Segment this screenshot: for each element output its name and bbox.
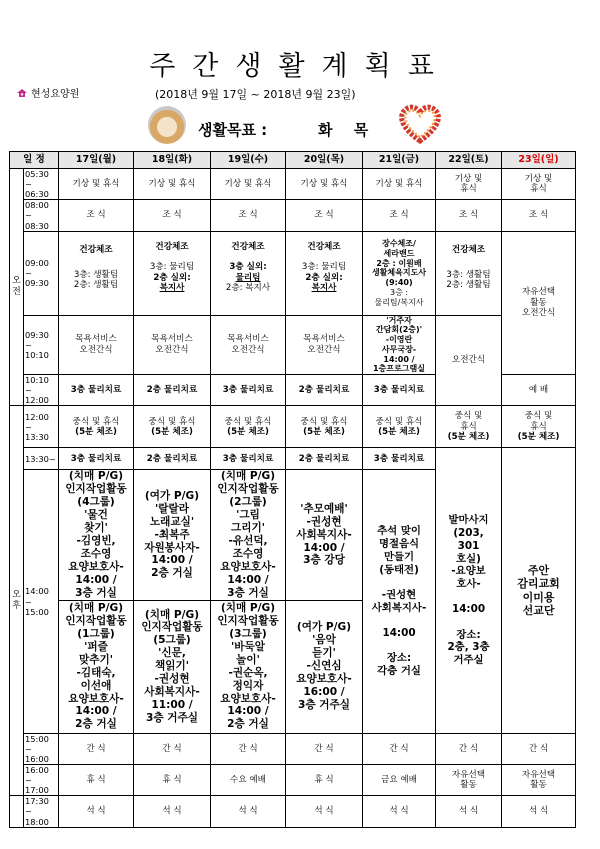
- cell: 기상 및 휴식: [363, 169, 436, 200]
- time-cell: 13:30~: [24, 448, 59, 470]
- cell: 휴 식: [134, 765, 211, 796]
- cell: (여가 P/G) '랄랄라 노래교실' -최복주 자원봉사자- 14:00 / 2층 거실: [134, 470, 211, 600]
- cell: 금요 예배: [363, 765, 436, 796]
- cell: 목욕서비스 오전간식: [211, 315, 286, 375]
- cell: 조 식: [502, 200, 576, 231]
- table-row: [10, 733, 576, 764]
- section-am-label: 오 전: [12, 276, 21, 298]
- table-row: [10, 765, 576, 796]
- cell: 간 식: [59, 733, 134, 764]
- cell: 조 식: [436, 200, 502, 231]
- cell: (치매 P/G) 인지작업활동 (1그룹) '퍼즐 맞추기' -김태숙, 이선애 요양보호사- 14:00 / 2층 거실: [59, 600, 134, 733]
- cell: 조 식: [134, 200, 211, 231]
- cell: 중식 및 휴식 (5분 체조): [502, 406, 576, 448]
- cell: 간 식: [286, 733, 363, 764]
- day-header-sat: 22일(토): [436, 152, 502, 169]
- cell: 자유선택 활동: [436, 765, 502, 796]
- cell: 건강체조 3층: 물리팀 2층 실외: 복지사: [286, 231, 363, 315]
- cell: 기상 및 휴식: [211, 169, 286, 200]
- cell: 조 식: [286, 200, 363, 231]
- cell: 중식 및 휴식 (5분 체조): [59, 406, 134, 448]
- cell: 석 식: [134, 796, 211, 827]
- flower-heart-icon: [396, 101, 444, 145]
- cell: 기상 및 휴식: [436, 169, 502, 200]
- cell: 조 식: [211, 200, 286, 231]
- cell: 자유선택 활동 오전간식: [502, 231, 576, 375]
- cell: 조 식: [59, 200, 134, 231]
- time-cell: 05:30 ~ 06:30: [24, 169, 59, 200]
- cell: (치매 P/G) 인지작업활동 (2그룹) '그림 그리기' -유선덕, 조수영 요양보호사- 14:00 / 3층 거실: [211, 470, 286, 600]
- cell: 장수체조/ 세라밴드 2층 : 이원배 생활체육지도사 (9:40) 3층 : 물리팀/복지사: [363, 231, 436, 315]
- dog-illustration: [148, 106, 186, 144]
- goal-days: 화 목: [318, 121, 377, 139]
- cell: '추모예배' -권성현 사회복지사- 14:00 / 3층 강당: [286, 470, 363, 600]
- section-pm-label: 오 후: [12, 589, 21, 611]
- goal-label: 생활목표 :: [198, 121, 268, 139]
- cell-church-beauty: 주안 감리교회 이미용 선교단: [502, 448, 576, 733]
- table-row: [10, 231, 576, 315]
- day-header-mon: 17일(월): [59, 152, 134, 169]
- day-header-wed: 19일(수): [211, 152, 286, 169]
- cell: 중식 및 휴식 (5분 체조): [436, 406, 502, 448]
- time-cell: 08:00 ~ 08:30: [24, 200, 59, 231]
- header-row: [10, 152, 576, 169]
- cell: 수요 예배: [211, 765, 286, 796]
- org-name: 현성요양원: [31, 89, 80, 100]
- cell: 2층 물리치료: [134, 448, 211, 470]
- day-header-thu: 20일(목): [286, 152, 363, 169]
- org-logo: [16, 85, 79, 100]
- day-header-sun: 23일(일): [502, 152, 576, 169]
- cell: 목욕서비스 오전간식: [134, 315, 211, 375]
- cell-chuseok-food: 추석 맞이 명절음식 만들기 (동태전) -권성현 사회복지사- 14:00 장소: 각층 거실: [363, 470, 436, 733]
- cell: 목욕서비스 오전간식: [286, 315, 363, 375]
- cell: 중식 및 휴식 (5분 체조): [134, 406, 211, 448]
- cell: 휴 식: [59, 765, 134, 796]
- cell: 기상 및 휴식: [59, 169, 134, 200]
- cell: 간 식: [134, 733, 211, 764]
- house-logo-icon: [16, 88, 28, 98]
- cell: 중식 및 휴식 (5분 체조): [211, 406, 286, 448]
- table-row: [10, 796, 576, 827]
- cell: 3층 물리치료: [59, 448, 134, 470]
- section-am: [10, 169, 24, 406]
- day-header-tue: 18일(화): [134, 152, 211, 169]
- time-cell: 12:00 ~ 13:30: [24, 406, 59, 448]
- table-row: [10, 200, 576, 231]
- cell: 목욕서비스 오전간식: [59, 315, 134, 375]
- cell: (치매 P/G) 인지작업활동 (3그룹) '바둑알 놀이' -권순옥, 정익자 요양보호사- 14:00 / 2층 거실: [211, 600, 286, 733]
- time-cell: 15:00 ~ 16:00: [24, 733, 59, 764]
- cell: 건강체조 3층: 생활팀 2층: 생활팀: [436, 231, 502, 315]
- time-cell: 16:00 ~ 17:00: [24, 765, 59, 796]
- table-row: [10, 169, 576, 200]
- cell: 3층 물리치료: [363, 375, 436, 406]
- cell: 중식 및 휴식 (5분 체조): [363, 406, 436, 448]
- cell: '거주자 간담회(2층)' -이영란 사무국장- 14:00 / 1층프로그램실: [363, 315, 436, 375]
- cell: 건강체조 3층: 생활팀 2층: 생활팀: [59, 231, 134, 315]
- cell: 3층 물리치료: [211, 375, 286, 406]
- section-spacer: [10, 796, 24, 827]
- weekly-schedule-table: [9, 151, 576, 828]
- cell: (치매 P/G) 인지작업활동 (5그룹) '신문, 책읽기' -권성현 사회복지사- 11:00 / 3층 거주실: [134, 600, 211, 733]
- schedule-col-header: 일 정: [10, 152, 59, 169]
- cell: 간 식: [436, 733, 502, 764]
- cell: 3층 물리치료: [59, 375, 134, 406]
- cell-foot-massage: 발마사지 (203, 301 호실) -요양보 호사- 14:00 장소: 2층, 3층 거주실: [436, 448, 502, 733]
- cell: (치매 P/G) 인지작업활동 (4그룹) '물건 찾기' -김영빈, 조수영 요양보호사- 14:00 / 3층 거실: [59, 470, 134, 600]
- cell: 간 식: [502, 733, 576, 764]
- time-cell: 09:30 ~ 10:10: [24, 315, 59, 375]
- cell: 자유선택 활동: [502, 765, 576, 796]
- cell: 간 식: [363, 733, 436, 764]
- cell: 간 식: [211, 733, 286, 764]
- cell: 석 식: [436, 796, 502, 827]
- table-row: [10, 448, 576, 470]
- cell: (여가 P/G) '음악 듣기' -신연심 요양보호사- 16:00 / 3층 거주실: [286, 600, 363, 733]
- day-header-fri: 21일(금): [363, 152, 436, 169]
- time-cell: 10:10 ~ 12:00: [24, 375, 59, 406]
- cell: 2층 물리치료: [134, 375, 211, 406]
- cell: 기상 및 휴식: [502, 169, 576, 200]
- cell: 휴 식: [286, 765, 363, 796]
- cell: 3층 물리치료: [211, 448, 286, 470]
- cell: 석 식: [211, 796, 286, 827]
- page-title: 주간생활계획표: [149, 51, 451, 82]
- cell: 2층 물리치료: [286, 448, 363, 470]
- cell: 석 식: [286, 796, 363, 827]
- cell: 석 식: [502, 796, 576, 827]
- cell: 건강체조 3층 실외: 물리팀 2층: 복지사: [211, 231, 286, 315]
- time-cell: 17:30 ~ 18:00: [24, 796, 59, 827]
- cell: 중식 및 휴식 (5분 체조): [286, 406, 363, 448]
- date-range: (2018년 9월 17일 ~ 2018년 9월 23일): [155, 88, 356, 101]
- cell: 기상 및 휴식: [286, 169, 363, 200]
- cell: 예 배: [502, 375, 576, 406]
- table-row: [10, 406, 576, 448]
- cell: 2층 물리치료: [286, 375, 363, 406]
- cell: 기상 및 휴식: [134, 169, 211, 200]
- cell: 석 식: [363, 796, 436, 827]
- cell: 석 식: [59, 796, 134, 827]
- cell: 조 식: [363, 200, 436, 231]
- time-cell: 14:00 ~ 15:00: [24, 470, 59, 733]
- section-pm: [10, 406, 24, 796]
- cell: 오전간식: [436, 315, 502, 406]
- cell: 건강체조 3층: 물리팀 2층 실외: 복지사: [134, 231, 211, 315]
- time-cell: 09:00 ~ 09:30: [24, 231, 59, 315]
- cell: 3층 물리치료: [363, 448, 436, 470]
- table-row: [10, 315, 576, 375]
